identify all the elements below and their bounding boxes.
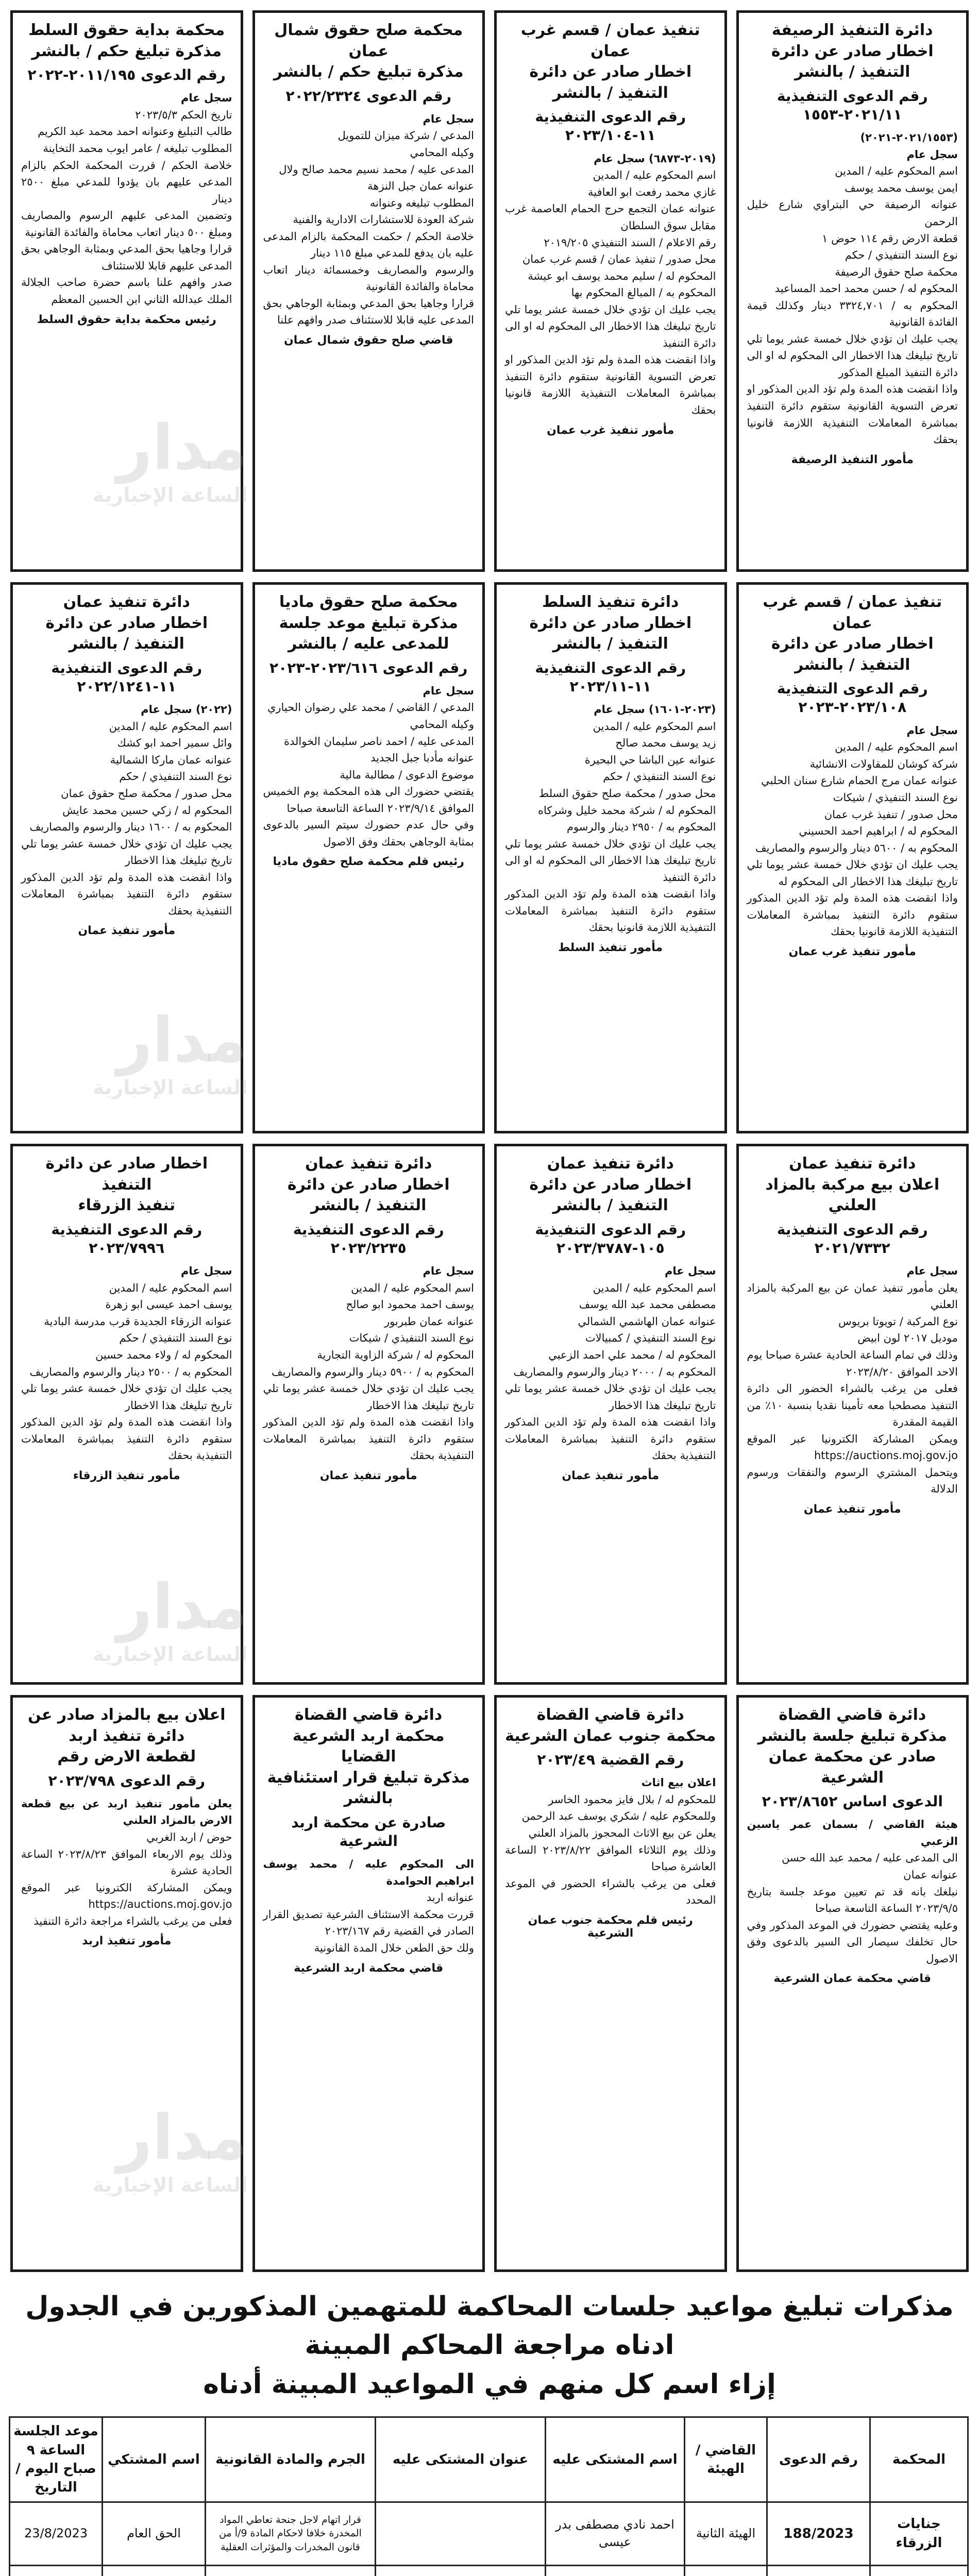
- notice-line: المحكوم له / حسن محمد احمد المساعيد: [774, 282, 958, 295]
- schedule-title-line: إزاء اسم كل منهم في المواعيد المبينة أدناه: [203, 2368, 776, 2400]
- notice-line: نوع السند التنفيذي / كمبيالات: [585, 1332, 716, 1345]
- notice-line: اسم المحكوم عليه / المدين: [835, 165, 958, 178]
- notice-case-number: الدعوى اساس ٢٠٢٣/٨٦٥٢: [762, 1793, 943, 1810]
- notice-signature: مأمور تنفيذ عمان: [78, 924, 176, 938]
- notice-line: يجب عليك ان تؤدي خلال خمسة عشر يوما تلي تاريخ تبليغك هذا الاخطار: [263, 1382, 474, 1412]
- notice-1: [736, 10, 969, 572]
- notice-line: سجل عام: [423, 1265, 474, 1278]
- notice-case-number: رقم الدعوى التنفيذية ١٠٥-٢٠٢٣/٣٧٨٧: [535, 1221, 686, 1257]
- notice-line: يوسف احمد محمود ابو صالح: [346, 1298, 474, 1311]
- notice-16: [10, 1695, 243, 2272]
- cell-court: جنايات الزرقاء: [870, 2502, 968, 2565]
- notice-title: دائرة تنفيذ عمان اخطار صادر عن دائرة التنفيذ / بالنشر: [529, 1155, 692, 1214]
- notice-line: محكمة صلح حقوق الرصيفة: [835, 265, 958, 278]
- notice-signature: رئيس قلم محكمة صلح حقوق ماديا: [273, 855, 464, 869]
- notice-line: نوع السند التنفيذي / حكم: [119, 770, 232, 783]
- notice-line: (٢٠٢١/١٥٥٣-٢٠٢١): [860, 131, 958, 144]
- notice-line: للمحكوم له / بلال فايز محمود الخاسر: [548, 1793, 716, 1806]
- notice-line: نوع السند التنفيذي / حكم: [119, 1332, 232, 1345]
- watermark-subtext: الساعة الإخبارية: [93, 1076, 248, 1099]
- notice-14: [494, 1695, 727, 2272]
- notice-line: المحكوم به / ٣٣٢٤,٧٠١ دينار وكذلك قيمة الفائدة القانونية: [747, 299, 958, 329]
- notice-line: المحكوم به / ٢٥٠٠ دينار والرسوم والمصاريف: [29, 1365, 232, 1378]
- notice-13: [736, 1695, 969, 2272]
- notice-signature: قاضي صلح حقوق شمال عمان: [283, 334, 453, 347]
- notice-signature: مأمور تنفيذ الزرقاء: [73, 1469, 180, 1482]
- notice-line: (٢٠٢٣-١٦٠١) سجل عام: [594, 703, 716, 716]
- cell-charge: قرار اتهام لاجل جنحة تعاطي المواد المخدرة خلافا لاحكام المادة 9/أ من قانون المخدرات والمؤثرات العقلية: [206, 2502, 376, 2565]
- notice-title: دائرة التنفيذ الرصيفة اخطار صادر عن دائرة التنفيذ / بالنشر: [771, 21, 934, 81]
- notice-line: ويمكن المشاركة الكترونيا عبر الموقع https://auctions.moj.gov.jo: [21, 1881, 232, 1911]
- notice-signature: قاضي محكمة عمان الشرعية: [773, 1972, 932, 1986]
- notice-line: يجب عليك ان تؤدي خلال خمسة عشر يوما تلي تاريخ تبليغك هذا الاخطار: [21, 837, 232, 867]
- notice-line: واذا انقضت هذه المدة ولم تؤد الدين المذكور ستقوم دائرة التنفيذ بمباشرة المعاملات التنفيذية اللازمة قانونيا بحقك: [505, 888, 716, 934]
- notice-signature: مأمور تنفيذ عمان: [803, 1502, 901, 1516]
- watermark-text: مدار: [116, 1005, 248, 1076]
- hearing-schedule: [10, 2287, 969, 2576]
- notice-line: يقتضي حضورك الى هذه المحكمة يوم الخميس الموافق ٢٠٢٣/٩/١٤ الساعة التاسعة صباحا: [263, 785, 474, 815]
- notice-line: يجب عليك ان تؤدي خلال خمسة عشر يوما تلي تاريخ تبليغك هذا الاخطار الى المحكوم له او الى دائرة التنفيذ: [505, 303, 716, 349]
- notice-line: نوع السند التنفيذي / حكم: [845, 249, 958, 262]
- notice-line: اسم المحكوم عليه / المدين: [593, 720, 716, 733]
- notice-3: [252, 10, 485, 572]
- notice-line: فعلى من يرغب بالشراء الحضور في الموعد المحدد: [505, 1877, 716, 1907]
- notice-title: دائرة قاضي القضاة مذكرة تبليغ جلسة بالنشر صادر عن محكمة عمان الشرعية: [757, 1706, 947, 1787]
- notices-row-1: [10, 10, 969, 572]
- notice-line: المدعى عليه / محمد نسيم محمد صالح ولال: [279, 163, 474, 176]
- notice-line: المحكوم به / المبالغ المحكوم بها: [571, 286, 716, 299]
- notice-line: والرسوم والمصاريف وخمسمائة دينار اتعاب محاماة والفائدة القانونية: [263, 263, 474, 293]
- notice-signature: مأمور تنفيذ اربد: [82, 1935, 172, 1948]
- cell-case-number: [767, 2565, 870, 2576]
- notice-title: محكمة صلح حقوق ماديا مذكرة تبليغ موعد جلسة للمدعى عليه / بالنشر: [279, 593, 458, 653]
- notice-line: مصطفى محمد عبد الله يوسف: [579, 1298, 716, 1311]
- notice-line: وتضمين المدعى عليهم الرسوم والمصاريف ومبلغ ٥٠٠ دينار اتعاب محاماة والفائدة القانونية: [21, 209, 232, 239]
- notice-line: المدعي / شركة ميزان للتمويل: [337, 129, 474, 142]
- notice-line: المدعى عليه / احمد ناصر سليمان الخوالدة: [283, 735, 474, 748]
- notices-row-3: [10, 1144, 969, 1685]
- notice-title: دائرة تنفيذ عمان اعلان بيع مركبة بالمزاد العلني: [765, 1155, 940, 1214]
- notice-case-number: رقم الدعوى التنفيذية ٢٠٢٣/١٠٨-٢٠٢٣: [777, 680, 928, 716]
- notice-line: واذا انقضت هذه المدة ولم تؤد الدين المذكور ستقوم دائرة التنفيذ بمباشرة المعاملات التنفيذية بحقك: [21, 871, 232, 917]
- notice-line: واذا انقضت هذه المدة ولم تؤد الدين المذكور ستقوم دائرة التنفيذ بمباشرة المعاملات التنفيذية اللازمة قانونيا بحقك: [747, 892, 958, 938]
- notice-line: سجل عام: [906, 148, 958, 161]
- cell-court: [870, 2565, 968, 2576]
- notice-case-number: رقم الدعوى التنفيذية ١١-٢٠٢٣/١٠٤: [535, 108, 686, 144]
- notice-line: يعلن عن بيع الاثاث المحجوز بالمزاد العلني: [528, 1827, 716, 1840]
- cell-defendant: احمد نادي مصطفى بدر عيسى: [546, 2502, 685, 2565]
- cell-date: 23/8/2023: [10, 2502, 103, 2565]
- notice-line: واذا انقضت هذه المدة ولم تؤد الدين المذكور ستقوم دائرة التنفيذ بمباشرة المعاملات التنفيذية بحقك: [505, 1416, 716, 1462]
- notice-line: سجل عام: [423, 112, 474, 125]
- notice-line: وذلك يوم الثلاثاء الموافق ٢٠٢٣/٨/٢٢ الساعة العاشرة صباحا: [505, 1843, 716, 1873]
- notice-line: فعلى من يرغب بالشراء الحضور الى دائرة التنفيذ مصطحبا معه تأمينا نقديا بنسبة ١٠٪ من القيمة المقدرة: [747, 1382, 958, 1429]
- notice-title: دائرة تنفيذ عمان اخطار صادر عن دائرة التنفيذ / بالنشر: [45, 593, 208, 653]
- notice-line: (٢٠١٩-٦٨٧٣) سجل عام: [594, 152, 716, 165]
- notice-line: سجل عام: [181, 1265, 232, 1278]
- notice-line: هيئة القاضي / بسمان عمر ياسين الزعبي: [747, 1818, 958, 1848]
- notice-line: واذا انقضت هذه المدة ولم تؤد الدين المذكور ستقوم دائرة التنفيذ بمباشرة المعاملات التنفيذية بحقك: [21, 1416, 232, 1462]
- notice-line: وللمحكوم عليه / شكري يوسف عبد الرحمن: [521, 1810, 716, 1823]
- notice-line: محل صدور / محكمة صلح حقوق عمان: [61, 787, 232, 800]
- notice-line: المحكوم له / محمد علي احمد الزعبي: [548, 1349, 716, 1362]
- notice-line: ويتحمل المشتري الرسوم والنفقات ورسوم الدلالة: [747, 1466, 958, 1496]
- notice-line: يجب عليك ان تؤدي خلال خمسة عشر يوما تلي تاريخ تبليغك هذا الاخطار الى المحكوم له او الى دائرة التنفيذ المبلغ المذكور: [747, 332, 958, 379]
- notice-signature: رئيس قلم محكمة جنوب عمان الشرعية: [528, 1913, 693, 1940]
- notice-title: تنفيذ عمان / قسم غرب عمان اخطار صادر عن دائرة التنفيذ / بالنشر: [520, 21, 700, 102]
- notice-line: وفي حال عدم حضورك سيتم السير بالدعوى بمثابة الوجاهي بحقك وفق الاصول: [263, 819, 474, 848]
- cell-judge: الهيئة الثانية: [685, 2502, 767, 2565]
- table-row: [10, 2502, 968, 2565]
- notice-line: يوسف احمد عيسى ابو زهرة: [105, 1298, 232, 1311]
- cell-address: [376, 2565, 546, 2576]
- notice-line: شركة العودة للاستشارات الادارية والفنية: [293, 213, 474, 226]
- notice-line: موضوع الدعوى / مطالبة مالية: [340, 768, 474, 781]
- notice-line: قرارا وجاهيا بحق المدعي وبمثابة الوجاهي بحق المدعى عليهم قابلا للاستئناف: [21, 243, 232, 272]
- notice-line: محل صدور / محكمة صلح حقوق السلط: [538, 787, 716, 800]
- notice-case-number: رقم القضية ٢٠٢٣/٤٩: [537, 1751, 684, 1768]
- notice-title: محكمة بداية حقوق السلط مذكرة تبليغ حكم / بالنشر: [28, 21, 225, 60]
- notice-line: عنوانه الزرقاء الجديدة قرب مدرسة البادية: [44, 1315, 232, 1328]
- notice-line: واذا انقضت هذه المدة ولم تؤد الدين المذكور ستقوم دائرة التنفيذ بمباشرة المعاملات التنفيذية بحقك: [263, 1416, 474, 1462]
- notice-line: عنوانه الرصيفة حي البتراوي شارع خليل الرحمن: [747, 198, 958, 228]
- notice-line: فعلى من يرغب بالشراء مراجعة دائرة التنفيذ: [33, 1914, 232, 1927]
- notice-case-number: رقم الدعوى التنفيذية ٢٠٢١/٧٣٣٢: [777, 1221, 928, 1257]
- notice-case-number: رقم الدعوى ٢٠٢٣/٦١٦-٢٠٢٣: [269, 659, 468, 676]
- notice-line: وعليه يقتضي حضورك في الموعد المذكور وفي حال تخلفك سيصار الى السير بالدعوى وفق الاصول: [747, 1919, 958, 1965]
- cell-defendant: [546, 2565, 685, 2576]
- notice-line: عنوانه مأدبا جبل الجديد: [370, 752, 474, 765]
- table-header-row: [10, 2417, 968, 2502]
- notice-line: المدعي / القاضي / محمد علي رضوان الحياري: [267, 701, 474, 714]
- notice-line: محل صدور / تنفيذ غرب عمان: [824, 808, 958, 821]
- notice-line: تاريخ الحكم ٢٠٢٣/٥/٣: [135, 108, 232, 121]
- notice-signature: مأمور تنفيذ عمان: [319, 1469, 417, 1482]
- notice-line: قرارا وجاهيا بحق المدعي وبمثابة الوجاهي بحق المدعى عليه قابلا للاستئناف صدر وافهم علنا: [263, 297, 474, 327]
- notice-line: عنوانه عمان التجمع حرج الحمام العاصمة غرب مقابل سوق السلطان: [505, 202, 716, 232]
- notice-line: اسم المحكوم عليه / المدين: [593, 169, 716, 182]
- notice-line: وكيله المحامي: [410, 718, 474, 731]
- notice-title: دائرة تنفيذ عمان اخطار صادر عن دائرة التنفيذ / بالنشر: [287, 1155, 450, 1214]
- notice-line: (٢٠٢٢) سجل عام: [141, 703, 232, 716]
- notice-15: [252, 1695, 485, 2272]
- notice-case-number: رقم الدعوى التنفيذية ٢٠٢٣/٧٩٩٦: [51, 1221, 202, 1257]
- notice-line: عنوانه عمان جبل النزهة: [367, 180, 474, 193]
- notice-line: نوع السند التنفيذي / شيكات: [833, 791, 958, 804]
- notice-line: محل صدور / تنفيذ عمان / قسم غرب عمان: [522, 253, 716, 266]
- notice-signature: مأمور التنفيذ الرصيفة: [791, 453, 914, 466]
- notice-line: نوع المركبة / تويوتا بريوس: [838, 1315, 958, 1328]
- notice-line: سجل عام: [181, 92, 232, 105]
- notice-7: [252, 582, 485, 1133]
- notice-line: المحكوم له / زكي حسين محمد عايش: [62, 804, 232, 817]
- notice-line: شركة كوشان للمقاولات الانشائية: [809, 757, 958, 770]
- notice-line: المحكوم به / ٢٩٥٠ دينار والرسوم: [566, 821, 716, 834]
- notice-line: غازي محمد رفعت ابو العافية: [588, 185, 716, 198]
- notice-line: يجب عليك ان تؤدي خلال خمسة عشر يوما تلي تاريخ تبليغك هذا الاخطار: [21, 1382, 232, 1412]
- notice-10: [494, 1144, 727, 1685]
- notice-line: صدر وافهم علنا باسم حضرة صاحب الجلالة الملك عبدالله الثاني ابن الحسين المعظم: [21, 276, 232, 306]
- col-date: موعد الجلسة الساعة ٩ صباح اليوم / التاريخ: [10, 2417, 103, 2502]
- notices-row-4: [10, 1695, 969, 2272]
- col-judge: القاضي / الهيئة: [685, 2417, 767, 2502]
- notice-signature: مأمور تنفيذ السلط: [558, 941, 663, 954]
- notice-line: اعلان بيع اثاث: [641, 1776, 716, 1789]
- notice-line: المطلوب تبليغه وعنوانه: [369, 196, 474, 209]
- notice-line: سجل عام: [906, 724, 958, 737]
- watermark-text: مدار: [116, 412, 248, 484]
- notice-line: واذا انقضت هذه المدة ولم تؤد الدين المذكور او تعرض التسوية القانونية ستقوم دائرة التنفيذ بمباشرة المعاملات التنفيذية اللازمة قانونيا بحقك: [505, 353, 716, 416]
- notice-line: المحكوم له / شركة محمد خليل وشركاه: [538, 804, 716, 817]
- notice-12: [10, 1144, 243, 1685]
- notice-line: عنوانه عمان طبربور: [384, 1315, 474, 1328]
- notice-line: ولك حق الطعن خلال المدة القانونية: [314, 1942, 474, 1955]
- notice-8: [10, 582, 243, 1133]
- table-row: [10, 2565, 968, 2576]
- notice-line: نوع السند التنفيذي / شيكات: [349, 1332, 474, 1345]
- watermark-text: مدار: [116, 2102, 248, 2174]
- notice-line: المحكوم له / سليم محمد يوسف ابو عيشة: [528, 269, 716, 282]
- notice-line: اسم المحكوم عليه / المدين: [835, 741, 958, 754]
- notice-line: عنوانه عمان ماركا الشمالية: [110, 753, 232, 766]
- notice-9: [736, 1144, 969, 1685]
- notice-title: اخطار صادر عن دائرة التنفيذ تنفيذ الزرقاء: [45, 1155, 208, 1214]
- notices-row-2: [10, 582, 969, 1133]
- notice-case-number: رقم الدعوى ٢٠٢٢/٢٣٢٤: [285, 87, 451, 105]
- notice-case-number: رقم الدعوى التنفيذية ٢٠٢٣/٢٢٣٥: [293, 1221, 444, 1257]
- col-address: عنوان المشتكى عليه: [376, 2417, 546, 2502]
- notice-line: سجل عام: [665, 1265, 716, 1278]
- notice-line: الى المحكوم عليه / محمد يوسف ابراهيم الحوامدة: [263, 1858, 474, 1887]
- notice-line: نبلغك بانه قد تم تعيين موعد جلسة بتاريخ ٢٠٢٣/٩/٥ الساعة التاسعة صباحا: [747, 1885, 958, 1915]
- cell-date: [10, 2565, 103, 2576]
- notice-line: الى المدعى عليه / محمد عبد الله حسن: [781, 1852, 958, 1865]
- notice-signature: مأمور تنفيذ غرب عمان: [547, 423, 674, 437]
- notice-line: اسم المحكوم عليه / المدين: [351, 1281, 474, 1294]
- notice-line: يعلن مأمور تنفيذ عمان عن بيع المركبة بالمزاد العلني: [747, 1281, 958, 1311]
- notice-line: وكيله المحامي: [410, 146, 474, 159]
- notice-line: اسم المحكوم عليه / المدين: [109, 1281, 232, 1294]
- notice-title: تنفيذ عمان / قسم غرب عمان اخطار صادر عن دائرة التنفيذ / بالنشر: [763, 593, 942, 674]
- notice-case-number: رقم الدعوى التنفيذية ١١-٢٠٢٣/١١: [535, 659, 686, 695]
- notice-line: خلاصة الحكم / قررت المحكمة الحكم بالزام المدعى عليهم بان يؤدوا للمدعي مبلغ ٢٥٠٠ دينار: [21, 159, 232, 205]
- notice-case-number: رقم الدعوى ٢٠١١/١٩٥-٢٠٢٢: [27, 66, 226, 83]
- notice-line: خلاصة الحكم / حكمت المحكمة بالزام المدعى عليه بان يدفع للمدعي مبلغ ١١٥ دينار: [263, 230, 474, 260]
- watermark-subtext: الساعة الإخبارية: [93, 2174, 248, 2196]
- notice-line: موديل ٢٠١٧ لون ابيض: [857, 1332, 958, 1345]
- notice-line: يجب عليك ان تؤدي خلال خمسة عشر يوما تلي تاريخ تبليغك هذا الاخطار: [505, 1382, 716, 1412]
- notice-line: المحكوم به / ٥٦٠٠ دينار والرسوم والمصاريف: [755, 841, 958, 854]
- notice-line: وذلك في تمام الساعة الحادية عشرة صباحا يوم الاحد الموافق ٢٠٢٣/٨/٢٠: [747, 1349, 958, 1378]
- notice-line: المحكوم له / ولاء محمد حسين: [95, 1349, 232, 1362]
- notice-line: زيد يوسف محمد صالح: [615, 737, 716, 750]
- notice-line: رقم الاعلام / السند التنفيذي ٢٠١٩/٢٠٥: [544, 236, 716, 249]
- notice-title: دائرة قاضي القضاة محكمة اربد الشرعية القضايا مذكرة تبليغ قرار استئنافية بالنشر: [267, 1706, 470, 1807]
- notice-line: يجب عليك ان تؤدي خلال خمسة عشر يوما تلي تاريخ تبليغك هذا الاخطار الى المحكوم له او الى دائرة التنفيذ: [505, 837, 716, 884]
- notice-line: عنوانه اربد: [426, 1891, 474, 1904]
- notice-line: المحكوم به / ١٦٠٠ دينار والرسوم والمصاريف: [29, 821, 232, 834]
- cell-case-number: 188/2023: [767, 2502, 870, 2565]
- col-defendant: اسم المشتكى عليه: [546, 2417, 685, 2502]
- notice-line: المحكوم له / شركة الزاوية التجارية: [317, 1349, 474, 1362]
- notice-line: وذلك يوم الاربعاء الموافق ٢٠٢٣/٨/٢٣ الساعة الحادية عشرة: [21, 1848, 232, 1877]
- cell-charge: [206, 2565, 376, 2576]
- col-charge: الجرم والمادة القانونية: [206, 2417, 376, 2502]
- cell-judge: [685, 2565, 767, 2576]
- cell-complainant: [103, 2565, 206, 2576]
- notice-line: قطعة الارض رقم ١١٤ حوض ١: [822, 232, 958, 245]
- watermark-subtext: الساعة الإخبارية: [93, 484, 248, 506]
- notice-title: دائرة تنفيذ السلط اخطار صادر عن دائرة التنفيذ / بالنشر: [529, 593, 692, 653]
- notice-line: حوض / اربد الغربي: [146, 1831, 232, 1843]
- notice-line: المطلوب تبليغه / عامر ايوب محمد التخاينة: [43, 142, 232, 155]
- notice-signature: قاضي محكمة اربد الشرعية: [294, 1961, 444, 1975]
- notice-5: [736, 582, 969, 1133]
- notice-line: واذا انقضت هذه المدة ولم تؤد الدين المذكور او تعرض التسوية القانونية ستقوم دائرة التنفيذ بمباشرة المعاملات التنفيذية اللازمة قانونيا بحقك: [747, 383, 958, 446]
- notice-line: المحكوم به / ٢٠٠٠ دينار والرسوم والمصاريف: [513, 1365, 716, 1378]
- notice-line: عنوانه عمان: [903, 1869, 958, 1882]
- notice-case-number: رقم الدعوى التنفيذية ١١-٢٠٢٢/١٢٤١: [51, 659, 202, 695]
- notice-line: نوع السند التنفيذي / حكم: [603, 770, 716, 783]
- col-court: المحكمة: [870, 2417, 968, 2502]
- col-case-number: رقم الدعوى: [767, 2417, 870, 2502]
- notice-4: [10, 10, 243, 572]
- notice-line: اسم المحكوم عليه / المدين: [593, 1281, 716, 1294]
- notice-line: يجب عليك ان تؤدي خلال خمسة عشر يوما تلي تاريخ تبليغك هذا الاخطار الى المحكوم له: [747, 858, 958, 888]
- notice-line: طالب التبليغ وعنوانه احمد محمد عبد الكريم: [38, 125, 232, 138]
- notice-signature: رئيس محكمة بداية حقوق السلط: [37, 313, 216, 326]
- notice-line: يعلن مأمور تنفيذ اربد عن بيع قطعة الارض بالمزاد العلني: [21, 1797, 232, 1827]
- cell-complainant: الحق العام: [103, 2502, 206, 2565]
- notice-title: دائرة قاضي القضاة محكمة جنوب عمان الشرعية: [505, 1706, 716, 1745]
- notice-title: محكمة صلح حقوق شمال عمان مذكرة تبليغ حكم / بالنشر: [273, 21, 464, 81]
- notice-line: عنوانه عمان الهاشمي الشمالي: [578, 1315, 716, 1328]
- notice-line: قررت محكمة الاستئناف الشرعية تصديق القرار الصادر في القضية رقم ٢٠٢٣/١٦٧: [263, 1908, 474, 1938]
- watermark-text: مدار: [116, 1571, 248, 1643]
- notice-line: عنوانه عين الباشا حي البحيرة: [584, 753, 716, 766]
- notice-2: [494, 10, 727, 572]
- notice-case-number: رقم الدعوى التنفيذية ٢٠٢١/١١-١٥٥٣: [777, 87, 928, 123]
- notice-line: سجل عام: [423, 684, 474, 697]
- notice-signature: مأمور تنفيذ عمان: [562, 1469, 660, 1482]
- notice-line: وائل سمير احمد ابو كشك: [117, 737, 232, 750]
- cell-address: [376, 2502, 546, 2565]
- watermark-subtext: الساعة الإخبارية: [93, 1643, 248, 1666]
- notice-11: [252, 1144, 485, 1685]
- notice-line: المحكوم له / ابراهيم احمد الحسيني: [799, 825, 958, 838]
- notice-line: ويمكن المشاركة الكترونيا عبر الموقع https://auctions.moj.gov.jo: [747, 1432, 958, 1462]
- notice-line: عنوانه عمان مرج الحمام شارع سنان الحلبي: [761, 774, 958, 787]
- schedule-table: [9, 2416, 969, 2576]
- schedule-title-line: مذكرات تبليغ مواعيد جلسات المحاكمة للمتهمين المذكورين في الجدول ادناه مراجعة المحاكم المبينة: [25, 2291, 954, 2361]
- notice-case-number: صادرة عن محكمة اربد الشرعية: [291, 1814, 446, 1850]
- col-complainant: اسم المشتكي: [103, 2417, 206, 2502]
- schedule-title: [10, 2287, 969, 2404]
- notice-6: [494, 582, 727, 1133]
- notice-signature: مأمور تنفيذ غرب عمان: [788, 945, 916, 958]
- notice-line: المحكوم به / ٥٩٠٠ دينار والرسوم والمصاريف: [271, 1365, 474, 1378]
- notice-line: ايمن يوسف محمد يوسف: [845, 181, 958, 194]
- notice-case-number: رقم الدعوى ٢٠٢٣/٧٩٨: [48, 1772, 205, 1789]
- notice-title: اعلان بيع بالمزاد صادر عن دائرة تنفيذ اربد لقطعة الارض رقم: [27, 1706, 226, 1766]
- notice-line: سجل عام: [906, 1265, 958, 1278]
- notice-line: اسم المحكوم عليه / المدين: [109, 720, 232, 733]
